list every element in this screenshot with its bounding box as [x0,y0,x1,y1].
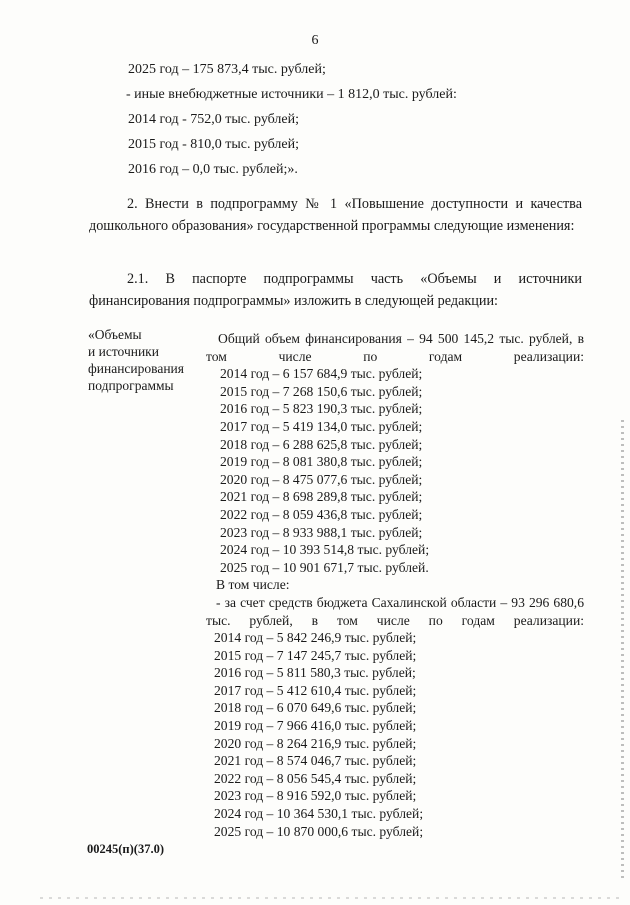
passport-value-cell [206,330,584,840]
regional-year-line: 2024 год – 10 364 530,1 тыс. рублей; [214,806,424,822]
label-line: подпрограммы [88,378,174,393]
total-year-line: 2022 год – 8 059 436,8 тыс. рублей; [220,506,423,522]
total-year-line: 2014 год – 6 157 684,9 тыс. рублей; [220,366,423,382]
regional-year-line: 2017 год – 5 412 610,4 тыс. рублей; [214,682,417,698]
scan-bottom-artifact [40,897,620,899]
top-line: - иные внебюджетные источники – 1 812,0 тыс. рублей: [126,87,457,102]
total-year-line: 2018 год – 6 288 625,8 тыс. рублей; [220,436,423,452]
total-year-line: 2019 год – 8 081 380,8 тыс. рублей; [220,454,423,470]
regional-year-line: 2014 год – 5 842 246,9 тыс. рублей; [214,630,417,646]
regional-year-line: 2015 год – 7 147 245,7 тыс. рублей; [214,647,417,663]
top-line: 2015 год - 810,0 тыс. рублей; [128,137,300,152]
regional-year-line: 2020 год – 8 264 216,9 тыс. рублей; [214,735,417,751]
regional-year-line: 2016 год – 5 811 580,3 тыс. рублей; [214,665,416,681]
regional-year-line: 2019 год – 7 966 416,0 тыс. рублей; [214,718,417,734]
regional-year-line: 2023 год – 8 916 592,0 тыс. рублей; [214,788,417,804]
total-year-line: 2016 год – 5 823 190,3 тыс. рублей; [220,401,423,417]
total-year-line: 2017 год – 5 419 134,0 тыс. рублей; [220,418,423,434]
document-code: 00245(п)(37.0) [87,842,164,856]
total-financing-intro: Общий объем финансирования – 94 500 145,2 тыс. рублей, в том числе по годам реализации: [206,331,584,364]
total-year-line: 2023 год – 8 933 988,1 тыс. рублей; [220,524,423,540]
total-year-line: 2025 год – 10 901 671,7 тыс. рублей. [220,559,429,575]
passport-label-cell [88,326,200,394]
total-year-line: 2020 год – 8 475 077,6 тыс. рублей; [220,471,423,487]
regional-year-line: 2018 год – 6 070 649,6 тыс. рублей; [214,700,417,716]
top-line: 2016 год – 0,0 тыс. рублей;». [128,162,298,177]
regional-year-line: 2021 год – 8 574 046,7 тыс. рублей; [214,753,417,769]
label-line: и источники [88,344,159,359]
scan-edge-artifact [621,420,624,880]
total-year-line: 2015 год – 7 268 150,6 тыс. рублей; [220,383,423,399]
top-line: 2025 год – 175 873,4 тыс. рублей; [128,62,326,77]
top-line: 2014 год - 752,0 тыс. рублей; [128,112,300,127]
page-number: 6 [311,33,319,48]
regional-year-line: 2025 год – 10 870 000,6 тыс. рублей; [214,823,424,839]
regional-budget-intro: - за счет средств бюджета Сахалинской области – 93 296 680,6 тыс. рублей, в том числе по годам реализации: [206,594,584,628]
total-year-line: 2024 год – 10 393 514,8 тыс. рублей; [220,542,430,558]
paragraph-2-text: 2. Внести в подпрограмму № 1 «Повышение доступности и качества дошкольного образования» государственной программы следующие изменения: [89,196,582,234]
paragraph-2-1-text: 2.1. В паспорте подпрограммы часть «Объемы и источники финансирования подпрограммы» изложить в следующей редакции: [89,271,582,309]
regional-year-line: 2022 год – 8 056 545,4 тыс. рублей; [214,770,417,786]
paragraph-2-1 [89,268,582,312]
paragraph-2 [89,193,582,237]
in-that-number-heading: В том числе: [216,577,290,593]
total-year-line: 2021 год – 8 698 289,8 тыс. рублей; [220,489,423,505]
label-line: финансирования [88,361,184,376]
label-line: «Объемы [88,327,142,342]
top-financing-lines [128,62,457,187]
